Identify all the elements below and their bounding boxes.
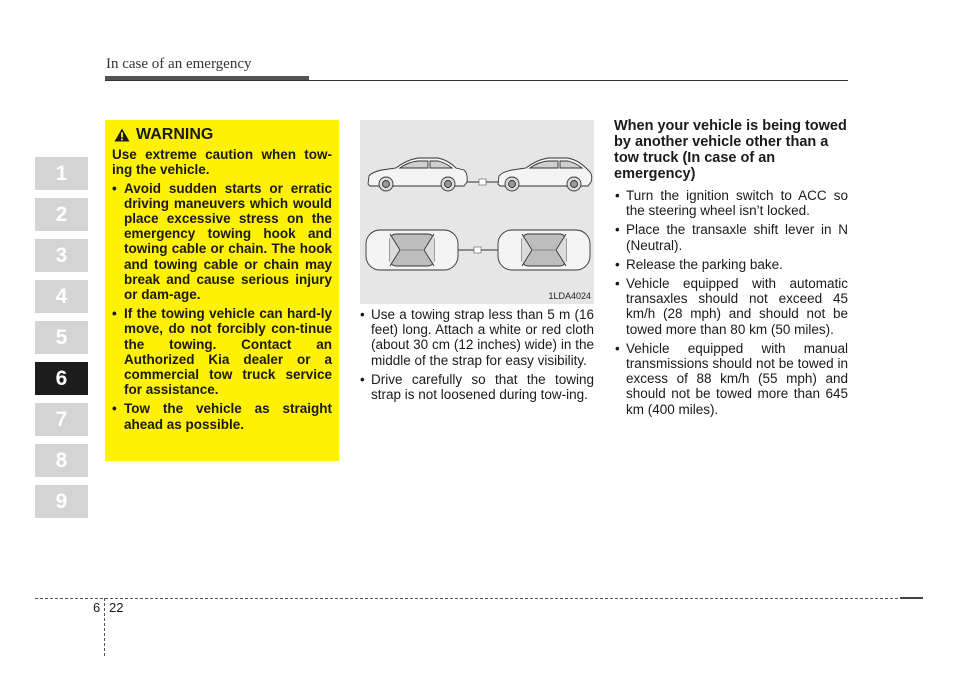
towing-strap-instructions <box>359 307 594 406</box>
warning-bullet: • Avoid sudden starts or erratic driving maneuvers which would place excessive stress on the emergency towing hook and towing cable or chain. The hook and towing cable or chain may break and cause serious injury or dam-age. <box>112 181 332 303</box>
chapter-tab-5[interactable]: 5 <box>35 321 88 354</box>
chapter-tab-7[interactable]: 7 <box>35 403 88 436</box>
list-item: • Release the parking bake. <box>614 257 848 272</box>
chapter-tab-8[interactable]: 8 <box>35 444 88 477</box>
footer-divider <box>104 598 105 656</box>
list-item: • Place the transaxle shift lever in N (Neutral). <box>614 222 848 252</box>
footer-chapter-number: 6 <box>93 600 101 615</box>
warning-bullet: • Tow the vehicle as straight ahead as possible. <box>112 401 332 431</box>
section-title: In case of an emergency <box>106 56 252 72</box>
list-item: • Turn the ignition switch to ACC so the steering wheel isn’t locked. <box>614 188 848 218</box>
warning-list <box>112 181 332 432</box>
towing-cars-illustration <box>360 120 594 304</box>
warning-box <box>105 120 339 461</box>
chapter-tab-9[interactable]: 9 <box>35 485 88 518</box>
chapter-tab-6[interactable]: 6 <box>35 362 88 395</box>
top-view-towing-car <box>498 230 590 270</box>
list-item: • Use a towing strap less than 5 m (16 feet) long. Attach a white or red cloth (about 30 cm (12 inches) wide) in the middle of the strap for easy visibility. <box>359 307 594 368</box>
warning-triangle-icon <box>114 128 130 142</box>
figure-code: 1LDA4024 <box>548 291 591 301</box>
chapter-tab-1[interactable]: 1 <box>35 157 88 190</box>
footer-page-number: 22 <box>109 600 124 615</box>
chapter-tabs <box>35 157 88 526</box>
towed-by-vehicle-section <box>614 118 848 421</box>
list-item: • Vehicle equipped with automatic transaxles should not exceed 45 km/h (28 mph) and should not be towed more than 80 km (50 miles). <box>614 276 848 337</box>
list-item: • Vehicle equipped with manual transmissions should not be towed in excess of 88 km/h (55 mph) and should not be towed more than 645 km (400 miles). <box>614 341 848 417</box>
warning-title: WARNING <box>136 126 214 143</box>
list-item: • Drive carefully so that the towing strap is not loosened during tow-ing. <box>359 372 594 402</box>
top-view-towed-car <box>366 230 458 270</box>
chapter-tab-3[interactable]: 3 <box>35 239 88 272</box>
chapter-tab-4[interactable]: 4 <box>35 280 88 313</box>
footer-rule <box>35 598 923 599</box>
side-view-towed-car <box>368 158 467 191</box>
warning-heading <box>114 127 332 142</box>
towing-illustration <box>360 120 594 304</box>
warning-intro: Use extreme caution when tow-ing the vehicle. <box>112 147 332 178</box>
section-heading: When your vehicle is being towed by another vehicle other than a tow truck (In case of an emergency) <box>614 118 847 182</box>
warning-bullet: • If the towing vehicle can hard-ly move, do not forcibly con-tinue the towing. Contact an Authorized Kia dealer or a commercial tow truck service for assistance. <box>112 306 332 397</box>
header-rule <box>105 80 848 81</box>
side-view-towing-car <box>498 158 592 191</box>
footer-rule-end <box>900 597 923 599</box>
chapter-tab-2[interactable]: 2 <box>35 198 88 231</box>
